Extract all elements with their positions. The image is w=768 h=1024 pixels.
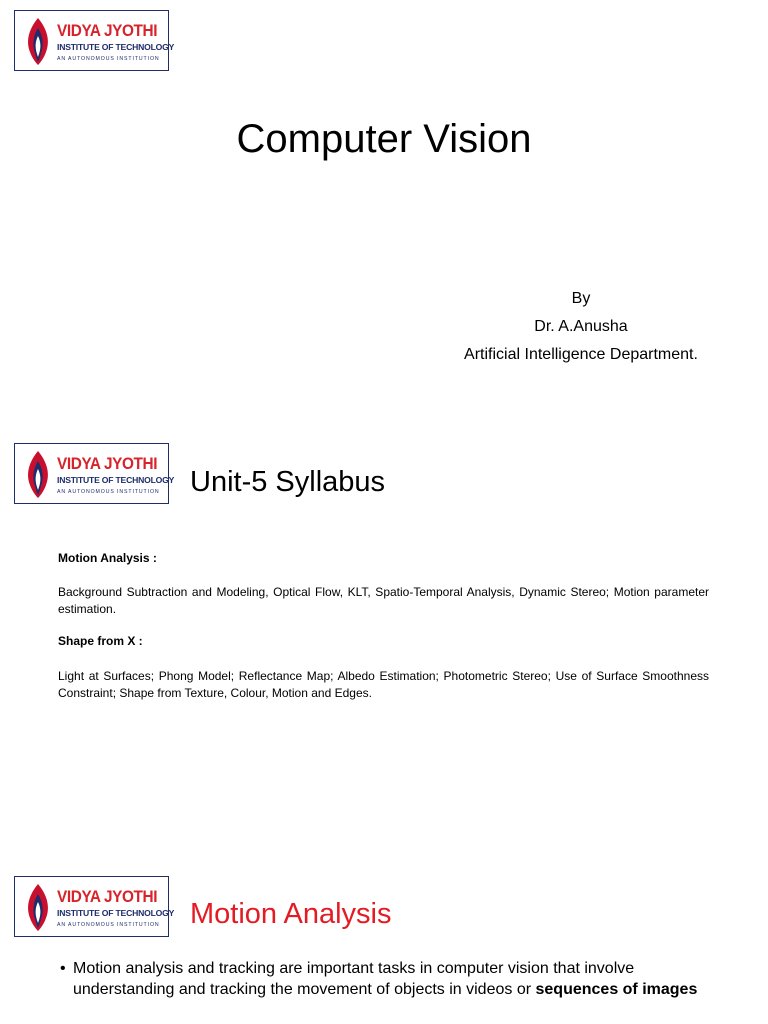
logo-tagline: AN AUTONOMOUS INSTITUTION [57,56,160,62]
institute-logo [14,876,175,937]
slide-title: Unit-5 Syllabus [190,466,386,498]
logo-subtitle: INSTITUTE OF TECHNOLOGY [57,42,175,52]
bullet-bold-text: sequences of images [535,981,698,998]
motion-analysis-topics: Background Subtraction and Modeling, Optical Flow, KLT, Spatio-Temporal Analysis, Dynamic Stereo; Motion parameter estimation. [58,585,709,616]
institute-logo [14,10,175,71]
title-slide [0,0,768,432]
shape-from-x-label: Shape from X : [58,634,143,648]
bullet-text: Motion analysis and tracking are important tasks in computer vision that involve understanding and tracking the movement of objects in videos or [73,960,635,998]
flame-icon [22,882,54,932]
institute-logo [14,443,175,504]
author-by: By [571,290,591,307]
logo-name: VIDYA JYOTHI [57,22,158,40]
shape-from-x-topics: Light at Surfaces; Phong Model; Reflectance Map; Albedo Estimation; Photometric Stereo; Use of Surface Smoothness Constraint; Shape from Texture, Colour, Motion and Edges. [58,669,709,700]
presentation-title: Computer Vision [236,117,532,161]
logo-tagline: AN AUTONOMOUS INSTITUTION [57,489,160,495]
motion-analysis-label: Motion Analysis : [58,551,157,565]
logo-subtitle: INSTITUTE OF TECHNOLOGY [57,908,175,918]
flame-icon [22,449,54,499]
syllabus-slide [0,432,768,864]
logo-name: VIDYA JYOTHI [57,888,158,906]
motion-analysis-slide [0,864,768,1024]
bullet-dot: • [60,960,66,977]
flame-icon [22,16,54,66]
author-name: Dr. A.Anusha [534,318,628,335]
slide-title: Motion Analysis [190,898,392,930]
logo-subtitle: INSTITUTE OF TECHNOLOGY [57,475,175,485]
logo-name: VIDYA JYOTHI [57,455,158,473]
bullet-item [60,958,720,1000]
logo-tagline: AN AUTONOMOUS INSTITUTION [57,922,160,928]
author-department: Artificial Intelligence Department. [464,346,698,363]
